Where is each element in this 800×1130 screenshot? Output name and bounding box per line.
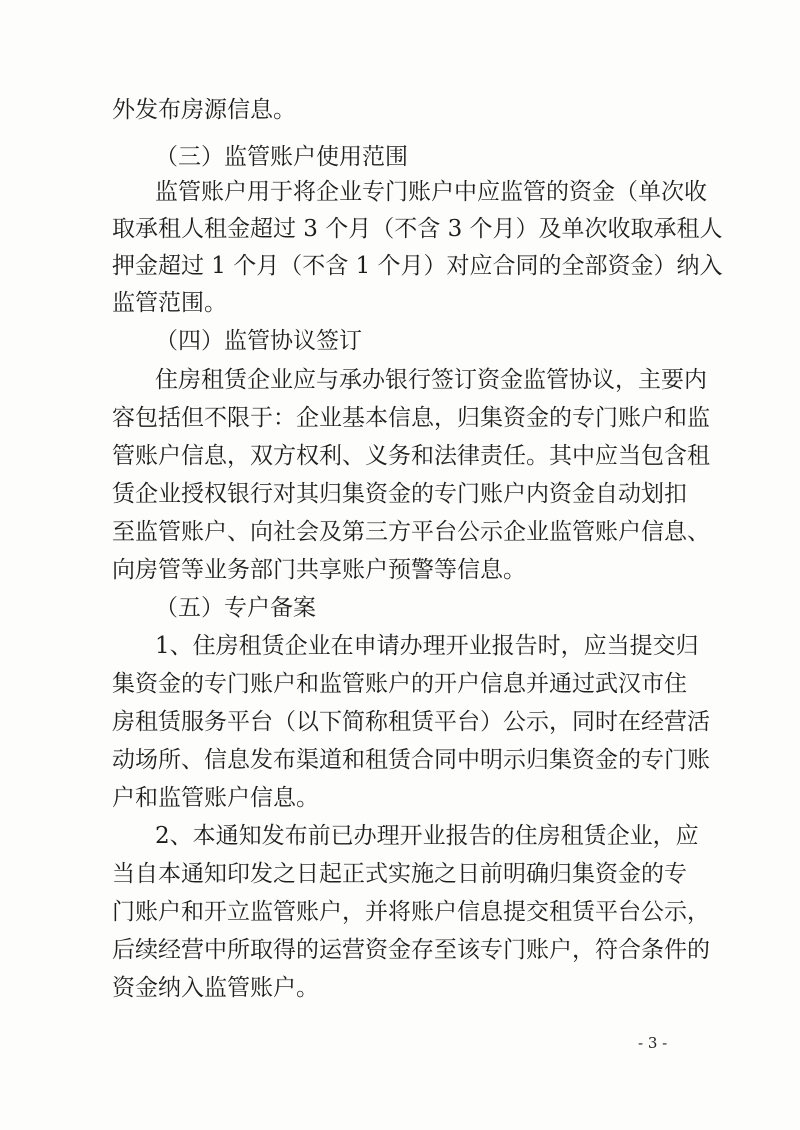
body-line: 容包括但不限于：企业基本信息，归集资金的专门账户和监 [112, 405, 710, 431]
body-line: 1、住房租赁企业在申请办理开业报告时，应当提交归 [155, 633, 699, 659]
body-line: 集资金的专门账户和监管账户的开户信息并通过武汉市住 [112, 671, 687, 697]
heading-text: （三）监管账户使用范围 [155, 144, 408, 170]
body-line: 外发布房源信息。 [112, 97, 296, 123]
body-line: 房租赁服务平台（以下简称租赁平台）公示，同时在经营活 [112, 709, 710, 735]
heading-text: （五）专户备案 [155, 595, 316, 621]
paragraph-continuation [112, 95, 296, 125]
body-line: 押金超过 1 个月（不含 1 个月）对应合同的全部资金）纳入 [112, 253, 723, 279]
body-line: 监管范围。 [112, 290, 227, 316]
body-line: 监管账户用于将企业专门账户中应监管的资金（单次收 [155, 179, 707, 205]
body-line: 2、本通知发布前已办理开业报告的住房租赁企业，应 [155, 823, 699, 849]
section-heading-5 [155, 593, 316, 623]
body-line: 住房租赁企业应与承办银行签订资金监管协议，主要内 [155, 367, 707, 393]
body-line: 管账户信息，双方权利、义务和法律责任。其中应当包含租 [112, 443, 710, 469]
body-line: 户和监管账户信息。 [112, 785, 319, 811]
page-number: - 3 - [638, 1034, 668, 1052]
body-line: 后续经营中所取得的运营资金存至该专门账户，符合条件的 [112, 937, 710, 963]
body-line: 向房管等业务部门共享账户预警等信息。 [112, 557, 526, 583]
body-line: 资金纳入监管账户。 [112, 975, 319, 1001]
body-line: 赁企业授权银行对其归集资金的专门账户内资金自动划扣 [112, 481, 687, 507]
section-heading-3 [155, 142, 408, 172]
body-line: 取承租人租金超过 3 个月（不含 3 个月）及单次收取承租人 [112, 216, 723, 242]
section-heading-4 [155, 326, 362, 356]
body-line: 动场所、信息发布渠道和租赁合同中明示归集资金的专门账 [112, 747, 710, 773]
body-line: 当自本通知印发之日起正式实施之日前明确归集资金的专 [112, 861, 687, 887]
body-line: 门账户和开立监管账户，并将账户信息提交租赁平台公示， [112, 899, 710, 925]
body-line: 至监管账户、向社会及第三方平台公示企业监管账户信息、 [112, 519, 710, 545]
heading-text: （四）监管协议签订 [155, 328, 362, 354]
